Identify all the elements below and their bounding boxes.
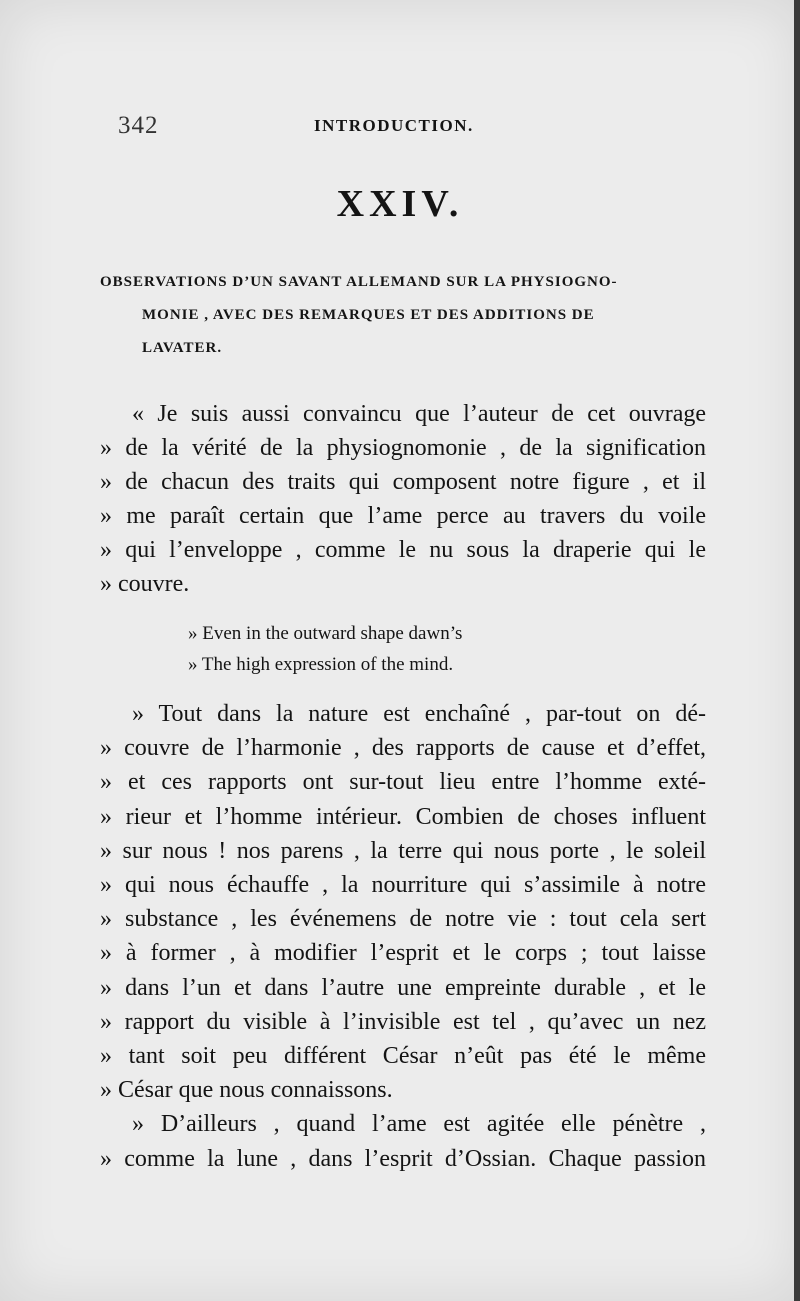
text-line: » substance , les événemens de notre vie : tout cela sert (100, 906, 706, 933)
section-title (100, 266, 710, 365)
paragraph-2-3 (100, 697, 706, 1176)
running-head: INTRODUCTION. (314, 116, 474, 135)
text-line: » à former , à modifier l’esprit et le corps ; tout laisse (100, 940, 706, 967)
text-line: « Je suis aussi convaincu que l’auteur de cet ouvrage (132, 401, 706, 427)
text-line: » rieur et l’homme intérieur. Combien de choses influent (100, 803, 706, 830)
text-line: » de la vérité de la physiognomonie , de la signification (100, 434, 706, 461)
verse-line: » The high expression of the mind. (188, 654, 454, 675)
text-line: » tant soit peu différent César n’eût pas été le même (100, 1043, 706, 1070)
section-title-line: MONIE , AVEC DES REMARQUES ET DES ADDITIONS DE (142, 307, 595, 323)
verse-line: » Even in the outward shape dawn’s (188, 623, 463, 644)
page-number: 342 (118, 112, 159, 139)
paragraph-1 (100, 398, 706, 601)
text-line: » César que nous connaissons. (100, 1077, 393, 1104)
text-line: » me paraît certain que l’ame perce au travers du voile (100, 502, 706, 529)
text-line: » rapport du visible à l’invisible est tel , qu’avec un nez (100, 1008, 706, 1035)
text-line: » et ces rapports ont sur-tout lieu entre l’homme exté- (100, 769, 706, 796)
section-number: XXIV. (336, 183, 464, 225)
text-line: » couvre de l’harmonie , des rapports de cause et d’effet, (100, 735, 706, 762)
text-line: » comme la lune , dans l’esprit d’Ossian. Chaque passion (100, 1145, 706, 1172)
text-line: » dans l’un et dans l’autre une empreinte durable , et le (100, 974, 706, 1001)
page-header (118, 112, 708, 142)
verse-quote (188, 618, 608, 680)
text-line: » qui l’enveloppe , comme le nu sous la draperie qui le (100, 536, 706, 563)
text-line: » D’ailleurs , quand l’ame est agitée elle pénètre , (132, 1111, 706, 1138)
text-line: » de chacun des traits qui composent notre figure , et il (100, 468, 706, 495)
text-line: » couvre. (100, 570, 190, 597)
text-line: » qui nous échauffe , la nourriture qui s’assimile à notre (100, 872, 706, 899)
section-title-line: LAVATER. (142, 340, 223, 356)
text-line: » Tout dans la nature est enchaîné , par-tout on dé- (132, 701, 706, 727)
text-line: » sur nous ! nos parens , la terre qui nous porte , le soleil (100, 837, 706, 864)
section-title-line: OBSERVATIONS D’UN SAVANT ALLEMAND SUR LA PHYSIOGNO- (100, 274, 618, 290)
